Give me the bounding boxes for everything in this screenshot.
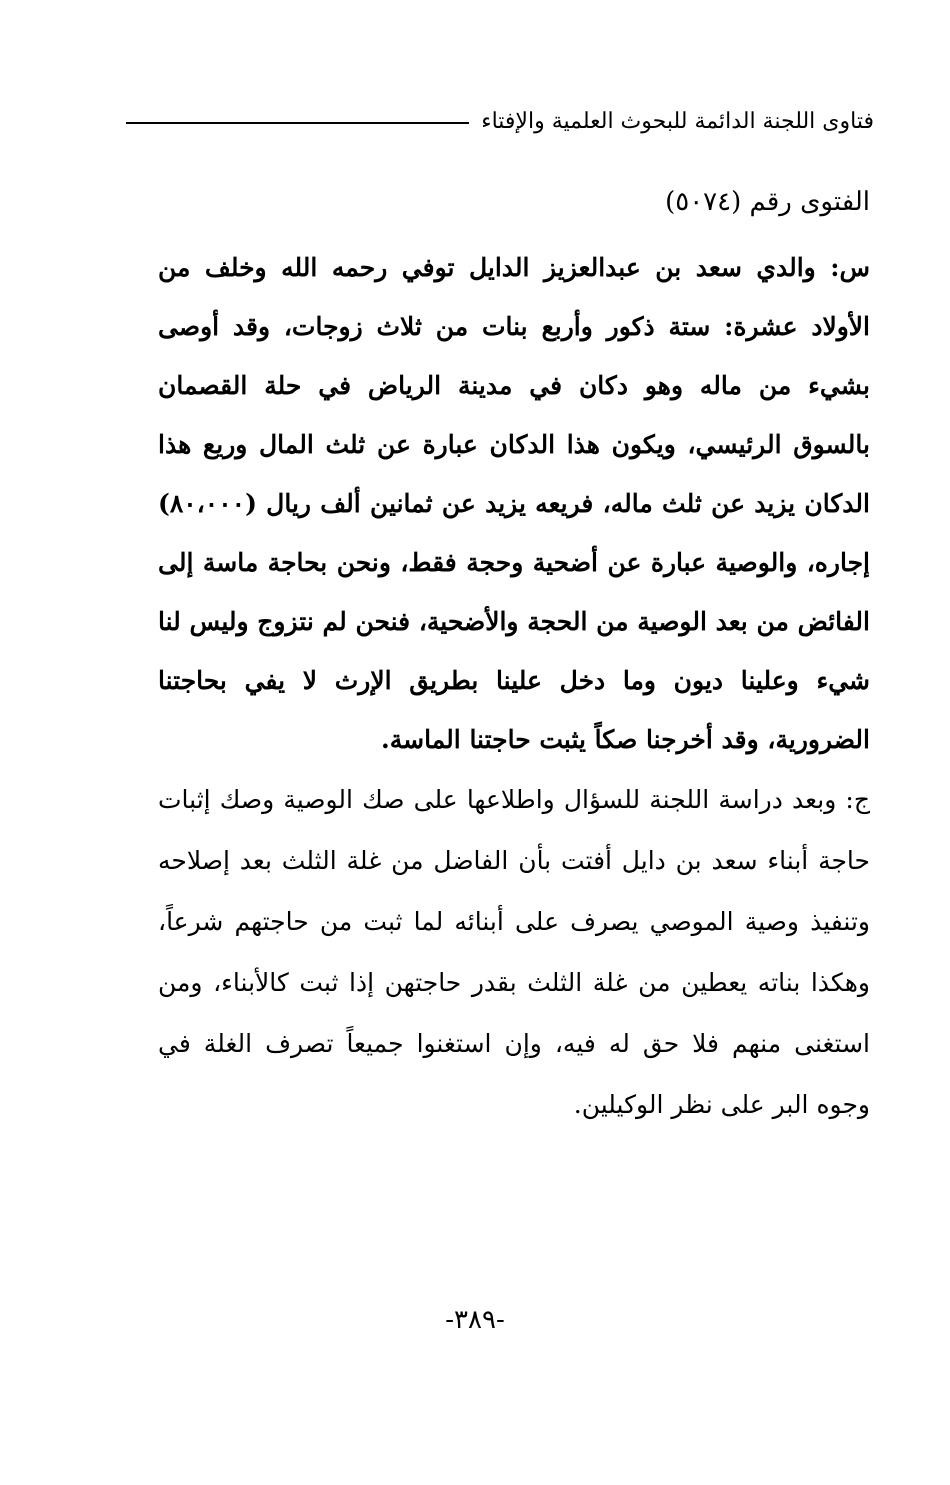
fatwa-body: [158, 172, 870, 1135]
page-number: -٣٨٩-: [445, 1305, 505, 1335]
question-paragraph: س: والدي سعد بن عبدالعزيز الدايل توفي رحمه الله وخلف من الأولاد عشرة: ستة ذكور وأربع بنات من ثلاث زوجات، وقد أوصى بشيء من ماله وهو دكان في مدينة الرياض في حلة القصمان بالسوق الرئيسي، ويكون هذا الدكان عبارة عن ثلث المال وريع هذا الدكان يزيد عن ثلث ماله، فريعه يزيد عن ثمانين ألف ريال (٨٠،٠٠٠) إجاره، والوصية عبارة عن أضحية وحجة فقط، ونحن بحاجة ماسة إلى الفائض من بعد الوصية من الحجة والأضحية، فنحن لم نتزوج وليس لنا شيء وعلينا ديون وما دخل علينا بطريق الإرث لا يفي بحاجتنا الضرورية، وقد أخرجنا صكاً يثبت حاجتنا الماسة.: [158, 253, 870, 754]
header-rule: [126, 122, 469, 124]
running-header-title: فتاوى اللجنة الدائمة للبحوث العلمية والإفتاء: [481, 108, 874, 134]
running-header: [126, 104, 874, 138]
answer-paragraph: ج: وبعد دراسة اللجنة للسؤال واطلاعها على صك الوصية وصك إثبات حاجة أبناء سعد بن دايل أفتت بأن الفاضل من غلة الثلث بعد إصلاحه وتنفيذ وصية الموصي يصرف على أبنائه لما ثبت من حاجتهم شرعاً، وهكذا بناته يعطين من غلة الثلث بقدر حاجتهن إذا ثبت كالأبناء، ومن استغنى منهم فلا حق له فيه، وإن استغنوا جميعاً تصرف الغلة في وجوه البر على نظر الوكيلين.: [158, 785, 870, 1119]
fatwa-number: الفتوى رقم (٥٠٧٤): [665, 187, 870, 217]
